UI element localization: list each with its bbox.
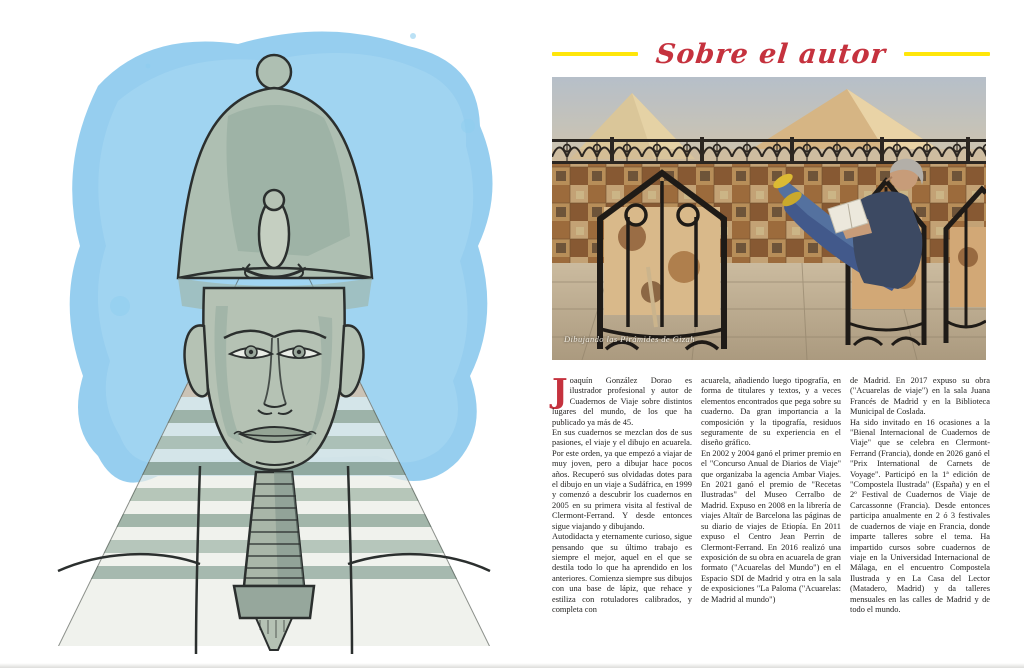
author-photo-svg bbox=[552, 77, 986, 360]
article-column-3 bbox=[850, 376, 990, 615]
page-bottom-edge bbox=[0, 663, 1024, 668]
paragraph: de Madrid. En 2017 expuso su obra ("Acuarelas de viaje") en la sala Juana Francés de Madrid y en la Biblioteca Municipal de Coslada. bbox=[850, 376, 990, 417]
dropcap-letter: J bbox=[552, 371, 568, 410]
terrace-railing bbox=[552, 137, 986, 166]
paragraph: En 2002 y 2004 ganó el primer premio en el "Concurso Anual de Diarios de Viaje" que organizaba la agencia Ambar Viajes. En 2021 ganó el premio de "Recetas Ilustradas" del Museo Cerralbo de Madrid. Expuso en 2008 en la librería de viajes Altaïr de Barcelona las páginas de su diario de viajes de Etiopía. En 2011 expuso el Centro Jean Perrin de Clermont-Ferrand. En 2016 realizó una exposición de su obra en acuarela de gran formato ("Acuarelas del Mundo") en el Espacio SDI de Madrid y otra en la sala de exposiciones "La Paloma ("Acuarelas: de Madrid al mundo") bbox=[701, 448, 842, 604]
paragraph: Autodidacta y eternamente curioso, sigue pensando que su último trabajo es siempre el mejor, aquel en el que se destila todo lo que ha aprendido en los anteriores. Comienza siempre sus dibujos con una base de lápiz, que rehace y estiliza con rotuladores calibrados, y completa con bbox=[552, 532, 692, 614]
right-page bbox=[512, 0, 1024, 668]
pharaoh-watercolor-illustration bbox=[28, 6, 520, 656]
paragraph: acuarela, añadiendo luego tipografía, en forma de titulares y textos, y a veces elementos encontrados que pega sobre su cuaderno. Da gran importancia a la composición y la tipografía, residuos seguramente de su experiencia en el diseño gráfico. bbox=[701, 376, 841, 448]
section-title: Sobre el autor bbox=[654, 38, 888, 70]
left-rule bbox=[552, 52, 638, 56]
article-column-1 bbox=[552, 371, 692, 615]
about-author-article bbox=[552, 371, 990, 615]
pharaoh-illustration-svg bbox=[28, 6, 520, 656]
paragraph: En sus cuadernos se mezclan dos de sus pasiones, el viaje y el dibujo en acuarela. Por este orden, ya que empezó a viajar de muy joven, pero a dibujar hace pocos años. Recuperó sus olvidadas dotes para el dibujo en un viaje a Sudáfrica, en 1999 y comenzó a descubrir los cuadernos en 2005 en su primera visita al festival de Clermont-Ferrand. Y desde entonces sigue viajando y dibujando. bbox=[552, 428, 692, 531]
article-column-2 bbox=[701, 376, 841, 615]
section-header bbox=[552, 36, 990, 72]
paragraph: Joaquín González Dorao es ilustrador profesional y autor de Cuadernos de Viaje sobre distintos lugares del mundo, de los que ha publicado ya más de 45. bbox=[552, 371, 692, 427]
paragraph: Ha sido invitado en 16 ocasiones a la "Bienal Internacional de Cuadernos de Viaje" que se celebra en Clermont-Ferrand (Francia), donde en 2026 ganó el "Prix International de Carnets de Voyage". Participó en la 1ª edición de "Compostela Ilustrada" (España) y en el 2º Festival de Cuadernos de Viaje de Carcassonne (Francia). Desde entonces participa anualmente en 2 ó 3 festivales de cuadernos de viaje en Francia, donde imparte talleres sobre el tema. Ha impartido cursos sobre cuadernos de viaje en la Universidad Internacional de Málaga, en el encuentro Compostela Ilustrada y en La Casa del Lector (Matadero, Madrid) y da talleres mensuales en las calles de Madrid y de todo el mundo. bbox=[850, 417, 990, 614]
photo-caption: Dibujando las Pirámides de Gizah bbox=[564, 334, 695, 344]
author-photo bbox=[552, 77, 986, 360]
right-rule bbox=[904, 52, 990, 56]
